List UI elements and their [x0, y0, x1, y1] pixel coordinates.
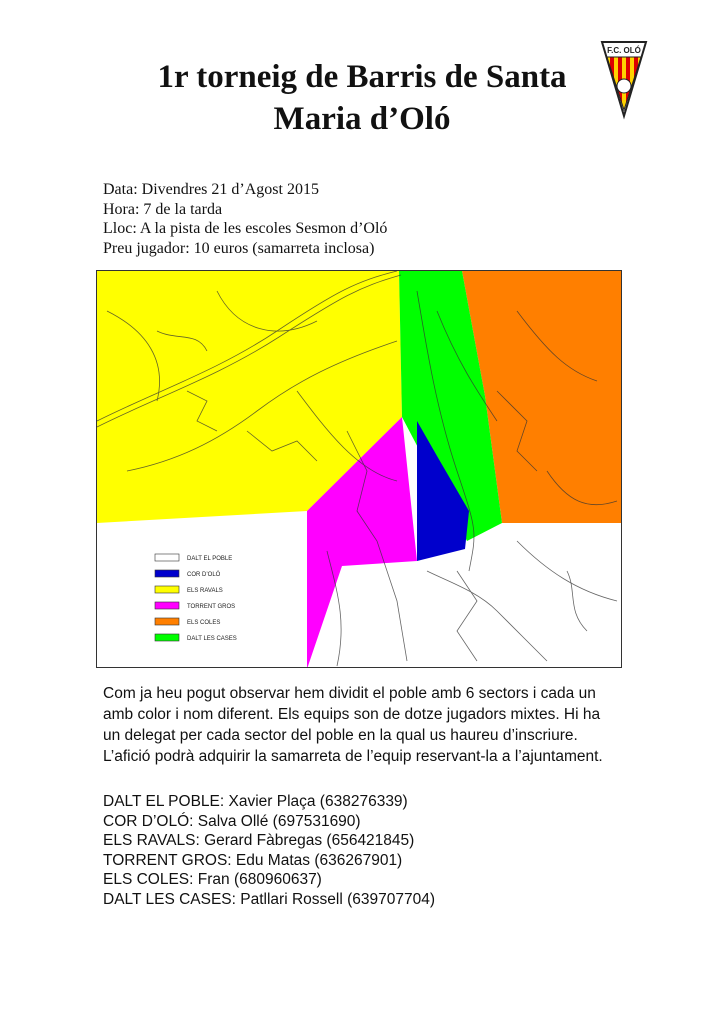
legend-label-dalt-les-cases: DALT LES CASES	[187, 636, 237, 642]
event-info	[103, 180, 387, 258]
description	[103, 683, 623, 767]
contact-els-ravals: ELS RAVALS: Gerard Fàbregas (656421845)	[103, 832, 415, 849]
contact-dalt-el-poble: DALT EL POBLE: Xavier Plaça (638276339)	[103, 793, 408, 810]
contact-els-coles: ELS COLES: Fran (680960637)	[103, 871, 322, 888]
legend-label-els-coles: ELS COLES	[187, 620, 221, 626]
description-line-4: L’afició podrà adquirir la samarreta de l’equip reservant-la a l’ajuntament.	[103, 748, 603, 765]
legend-label-torrent-gros: TORRENT GROS	[187, 604, 236, 610]
legend-label-dalt-el-poble: DALT EL POBLE	[187, 556, 233, 562]
club-crest-logo	[600, 40, 648, 120]
title-line-2: Maria d’Oló	[273, 101, 451, 137]
contact-dalt-les-cases: DALT LES CASES: Patllari Rossell (639707704)	[103, 890, 435, 908]
event-time: Hora: 7 de la tarda	[103, 200, 223, 218]
contacts-list	[103, 792, 435, 909]
legend-label-els-ravals: ELS RAVALS	[187, 588, 223, 594]
description-line-1: Com ja heu pogut observar hem dividit el poble amb 6 sectors i cada un	[103, 685, 596, 702]
svg-text:F.C. OLÓ: F.C. OLÓ	[607, 46, 641, 55]
contact-cor-dolo: COR D’OLÓ: Salva Ollé (697531690)	[103, 812, 361, 830]
description-line-2: amb color i nom diferent. Els equips son de dotze jugadors mixtes. Hi ha	[103, 706, 601, 723]
event-price: Preu jugador: 10 euros (samarreta inclosa)	[103, 239, 375, 257]
contact-torrent-gros: TORRENT GROS: Edu Matas (636267901)	[103, 851, 403, 869]
legend-label-cor-dolo: COR D’OLÓ	[187, 572, 221, 578]
event-place: Lloc: A la pista de les escoles Sesmon d’Oló	[103, 220, 388, 237]
neighborhood-map	[96, 270, 622, 668]
title-line-1: 1r torneig de Barris de Santa	[157, 59, 567, 95]
page-title	[100, 56, 624, 140]
map-legend	[155, 554, 237, 642]
description-line-3: un delegat per cada sector del poble en la qual us haureu d’inscriure.	[103, 727, 578, 744]
event-date: Data: Divendres 21 d’Agost 2015	[103, 181, 319, 198]
